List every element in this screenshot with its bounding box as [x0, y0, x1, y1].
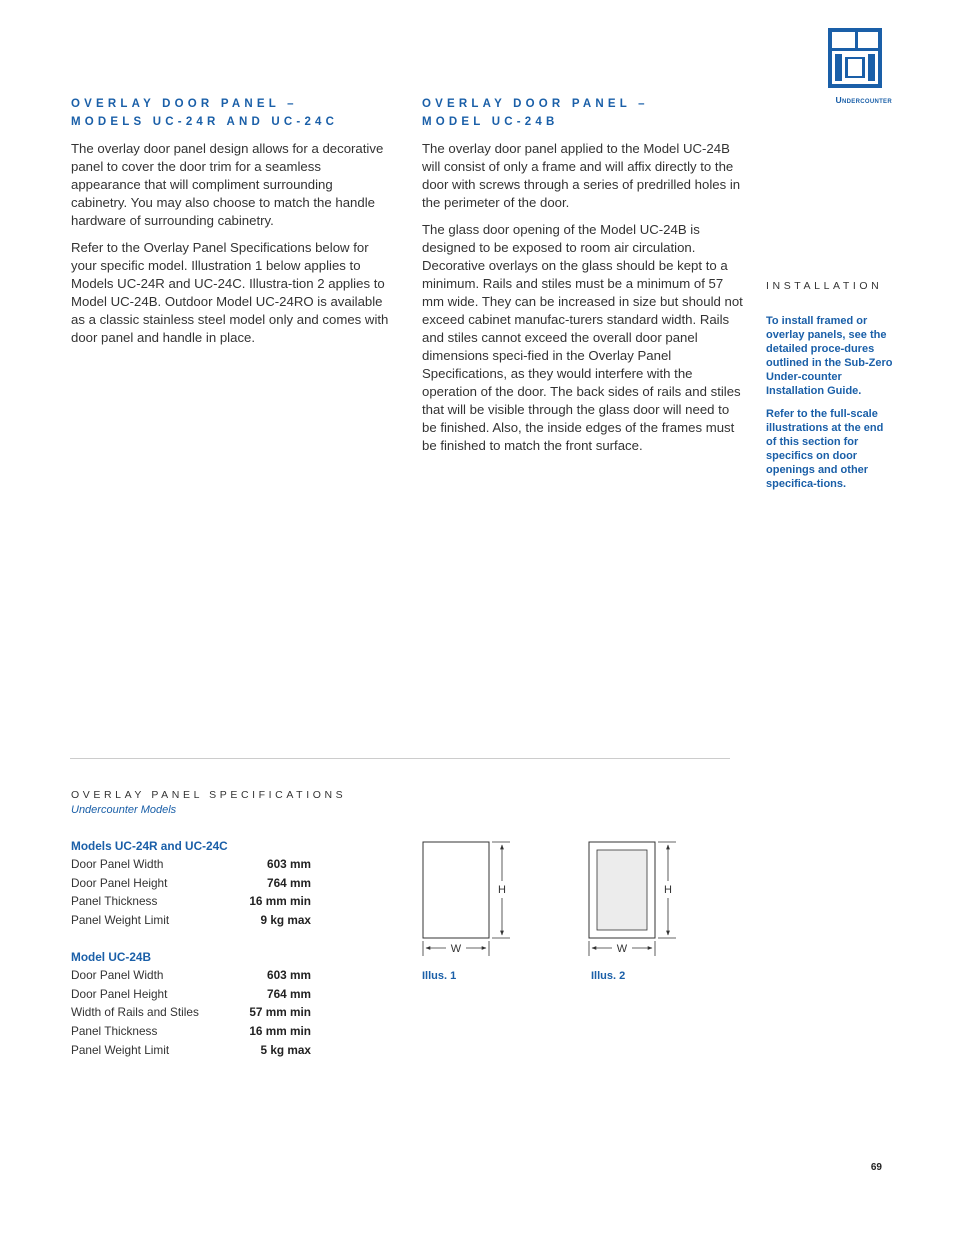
- illustration-1-label: Illus. 1: [422, 970, 457, 982]
- page-number: 69: [870, 1162, 882, 1173]
- left-paragraph: The overlay door panel design allows for a decorative panel to cover the door trim for a seamless appearance that will compliment surrounding cabinetry. You may also choose to match the handle hardware of surrounding cabinetry.: [71, 141, 384, 228]
- width-label: W: [616, 943, 628, 955]
- left-paragraph: Refer to the Overlay Panel Specifications below for your specific model. Illustration 1 below applies to Models UC-24R and UC-24C. Illustra-tion 2 applies to Model UC-24B. Outdoor Model UC-24RO is available as a classic stainless steel model only and comes with door panel and handle in place.: [71, 240, 389, 345]
- spec-row: Panel Thickness 16 mm min: [71, 894, 311, 909]
- glass-opening: [597, 850, 647, 930]
- middle-body: [422, 140, 744, 464]
- spec-row: Width of Rails and Stiles 57 mm min: [71, 1005, 311, 1020]
- left-heading: OVERLAY DOOR PANEL – MODELS UC-24R AND UC-24C: [71, 98, 339, 128]
- height-label: H: [664, 884, 672, 896]
- spec-row: Door Panel Height 764 mm: [71, 986, 311, 1001]
- specs-subtitle: Undercounter Models: [71, 804, 177, 816]
- middle-paragraph: The overlay door panel applied to the Model UC-24B will consist of only a frame and will affix directly to the door with screws through a series of predrilled holes in the perimeter of the door.: [422, 141, 741, 210]
- middle-heading: OVERLAY DOOR PANEL – MODEL UC-24B: [422, 98, 649, 128]
- installation-notes: [766, 314, 894, 500]
- spec-group-title: Models UC-24R and UC-24C: [71, 839, 228, 853]
- spec-row: Door Panel Height 764 mm: [71, 875, 311, 890]
- spec-group-title: Model UC-24B: [71, 950, 151, 964]
- spec-group-uc24b: [71, 948, 311, 1059]
- undercounter-logo-icon: [828, 28, 882, 88]
- spec-row: Panel Thickness 16 mm min: [71, 1024, 311, 1039]
- spec-row: Door Panel Width 603 mm: [71, 857, 311, 871]
- brand-label: Undercounter: [835, 95, 892, 105]
- section-divider: [70, 758, 730, 759]
- installation-heading: INSTALLATION: [766, 280, 883, 292]
- left-body: [71, 140, 389, 356]
- spec-row: Panel Weight Limit 5 kg max: [71, 1042, 311, 1057]
- installation-note: Refer to the full-scale illustrations at the end of this section for specifics on door openings and other specifica-tions.: [766, 408, 884, 490]
- illustration-2-diagram: [584, 838, 684, 960]
- specs-title: OVERLAY PANEL SPECIFICATIONS: [71, 789, 347, 801]
- spec-row: Door Panel Width 603 mm: [71, 968, 311, 982]
- width-label: W: [450, 943, 462, 955]
- spec-row: Panel Weight Limit 9 kg max: [71, 913, 311, 928]
- illustration-1-diagram: [418, 838, 518, 960]
- middle-paragraph: The glass door opening of the Model UC-24B is designed to be exposed to room air circulation. Decorative overlays on the glass should be kept to a minimum. Rails and stiles must be a minimum of 57 mm wide. They can be increased in size but should not exceed cabinet manufac-turers standard width. Rails and stiles cannot exceed the overall door panel dimensions speci-fied in the Overlay Panel Specifications, as they would interfere with the operation of the door. The back sides of rails and stiles that will be visible through the glass door will need to be finished. Also, the inside edges of the frames must be finished to match the front surface.: [422, 222, 743, 453]
- height-label: H: [498, 884, 506, 896]
- spec-group-uc24r-uc24c: [71, 837, 311, 930]
- door-panel-outline: [423, 842, 489, 938]
- illustration-2-label: Illus. 2: [591, 970, 626, 982]
- installation-note: To install framed or overlay panels, see the detailed proce-dures outlined in the Sub-Zero Under-counter Installation Guide.: [766, 315, 893, 397]
